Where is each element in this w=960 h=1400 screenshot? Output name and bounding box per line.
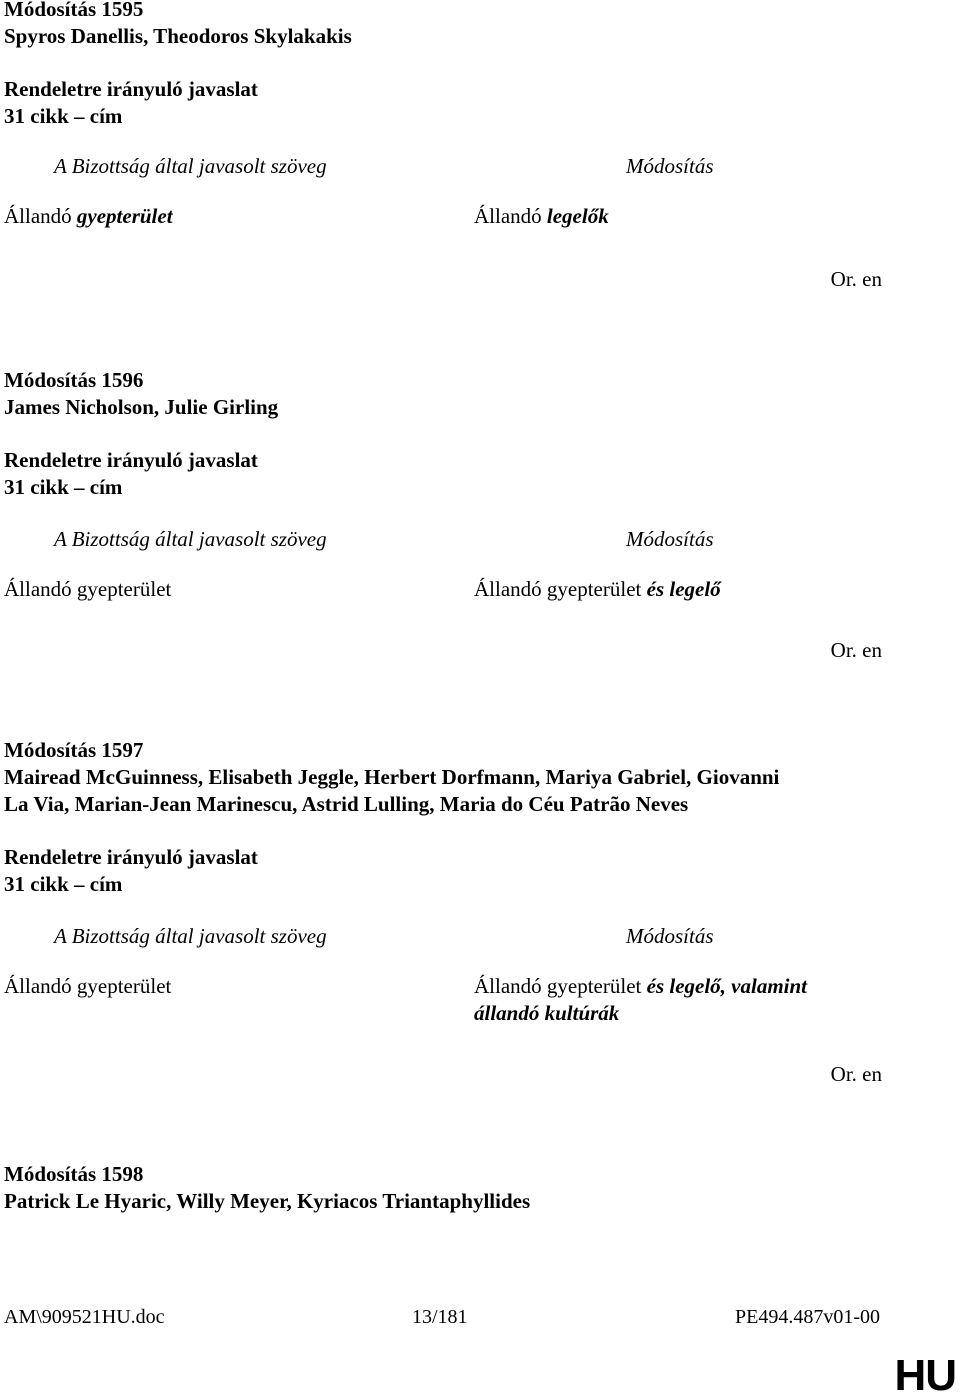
amendment-authors: Spyros Danellis, Theodoros Skylakakis (4, 24, 352, 48)
amendment-text-emphasis: és legelő (646, 577, 721, 601)
commission-text-emphasis: gyepterület (76, 204, 173, 228)
amendment-authors: Patrick Le Hyaric, Willy Meyer, Kyriacos Triantaphyllides (4, 1189, 531, 1213)
amendment-text-emphasis: állandó kultúrák (474, 1001, 620, 1025)
article-label: 31 cikk – cím (4, 872, 123, 896)
commission-text: Állandó (4, 204, 77, 228)
commission-text-heading: A Bizottság által javasolt szöveg (54, 154, 327, 178)
amendment-text: Állandó gyepterület (474, 974, 647, 998)
original-language: Or. en (830, 638, 882, 662)
proposal-label: Rendeletre irányuló javaslat (4, 77, 258, 101)
amendment-heading: Módosítás (626, 527, 714, 551)
amendment-title: Módosítás 1597 (4, 738, 144, 762)
amendment-text-cell (474, 203, 874, 230)
amendment-title: Módosítás 1596 (4, 368, 144, 392)
commission-text-heading: A Bizottság által javasolt szöveg (54, 924, 327, 948)
article-label: 31 cikk – cím (4, 104, 123, 128)
proposal-label: Rendeletre irányuló javaslat (4, 448, 258, 472)
language-code: HU (894, 1351, 956, 1400)
amendment-heading: Módosítás (626, 924, 714, 948)
document-reference: AM\909521HU.doc (4, 1306, 165, 1328)
page-number: 13/181 (412, 1306, 468, 1328)
commission-text-cell (4, 576, 444, 603)
pe-reference: PE494.487v01-00 (735, 1306, 880, 1328)
article-label: 31 cikk – cím (4, 475, 123, 499)
amendment-title: Módosítás 1598 (4, 1162, 144, 1186)
amendment-text-emphasis: és legelő, valamint (646, 974, 808, 998)
amendment-text-emphasis: legelők (546, 204, 609, 228)
original-language: Or. en (830, 267, 882, 291)
proposal-label: Rendeletre irányuló javaslat (4, 845, 258, 869)
commission-text-cell (4, 203, 444, 230)
amendment-authors: James Nicholson, Julie Girling (4, 395, 279, 419)
commission-text-cell (4, 973, 444, 1000)
amendment-heading: Módosítás (626, 154, 714, 178)
commission-text: Állandó gyepterület (4, 577, 172, 601)
original-language: Or. en (830, 1062, 882, 1086)
amendment-authors: La Via, Marian-Jean Marinescu, Astrid Lulling, Maria do Céu Patrão Neves (4, 792, 689, 816)
amendment-authors: Mairead McGuinness, Elisabeth Jeggle, Herbert Dorfmann, Mariya Gabriel, Giovanni (4, 765, 780, 789)
amendment-text-cell (474, 973, 874, 1027)
amendment-text: Állandó gyepterület (474, 577, 647, 601)
amendment-text-cell (474, 576, 874, 603)
amendment-text: Állandó (474, 204, 547, 228)
page-footer (4, 1304, 880, 1331)
amendment-title: Módosítás 1595 (4, 0, 144, 21)
commission-text: Állandó gyepterület (4, 974, 172, 998)
commission-text-heading: A Bizottság által javasolt szöveg (54, 527, 327, 551)
